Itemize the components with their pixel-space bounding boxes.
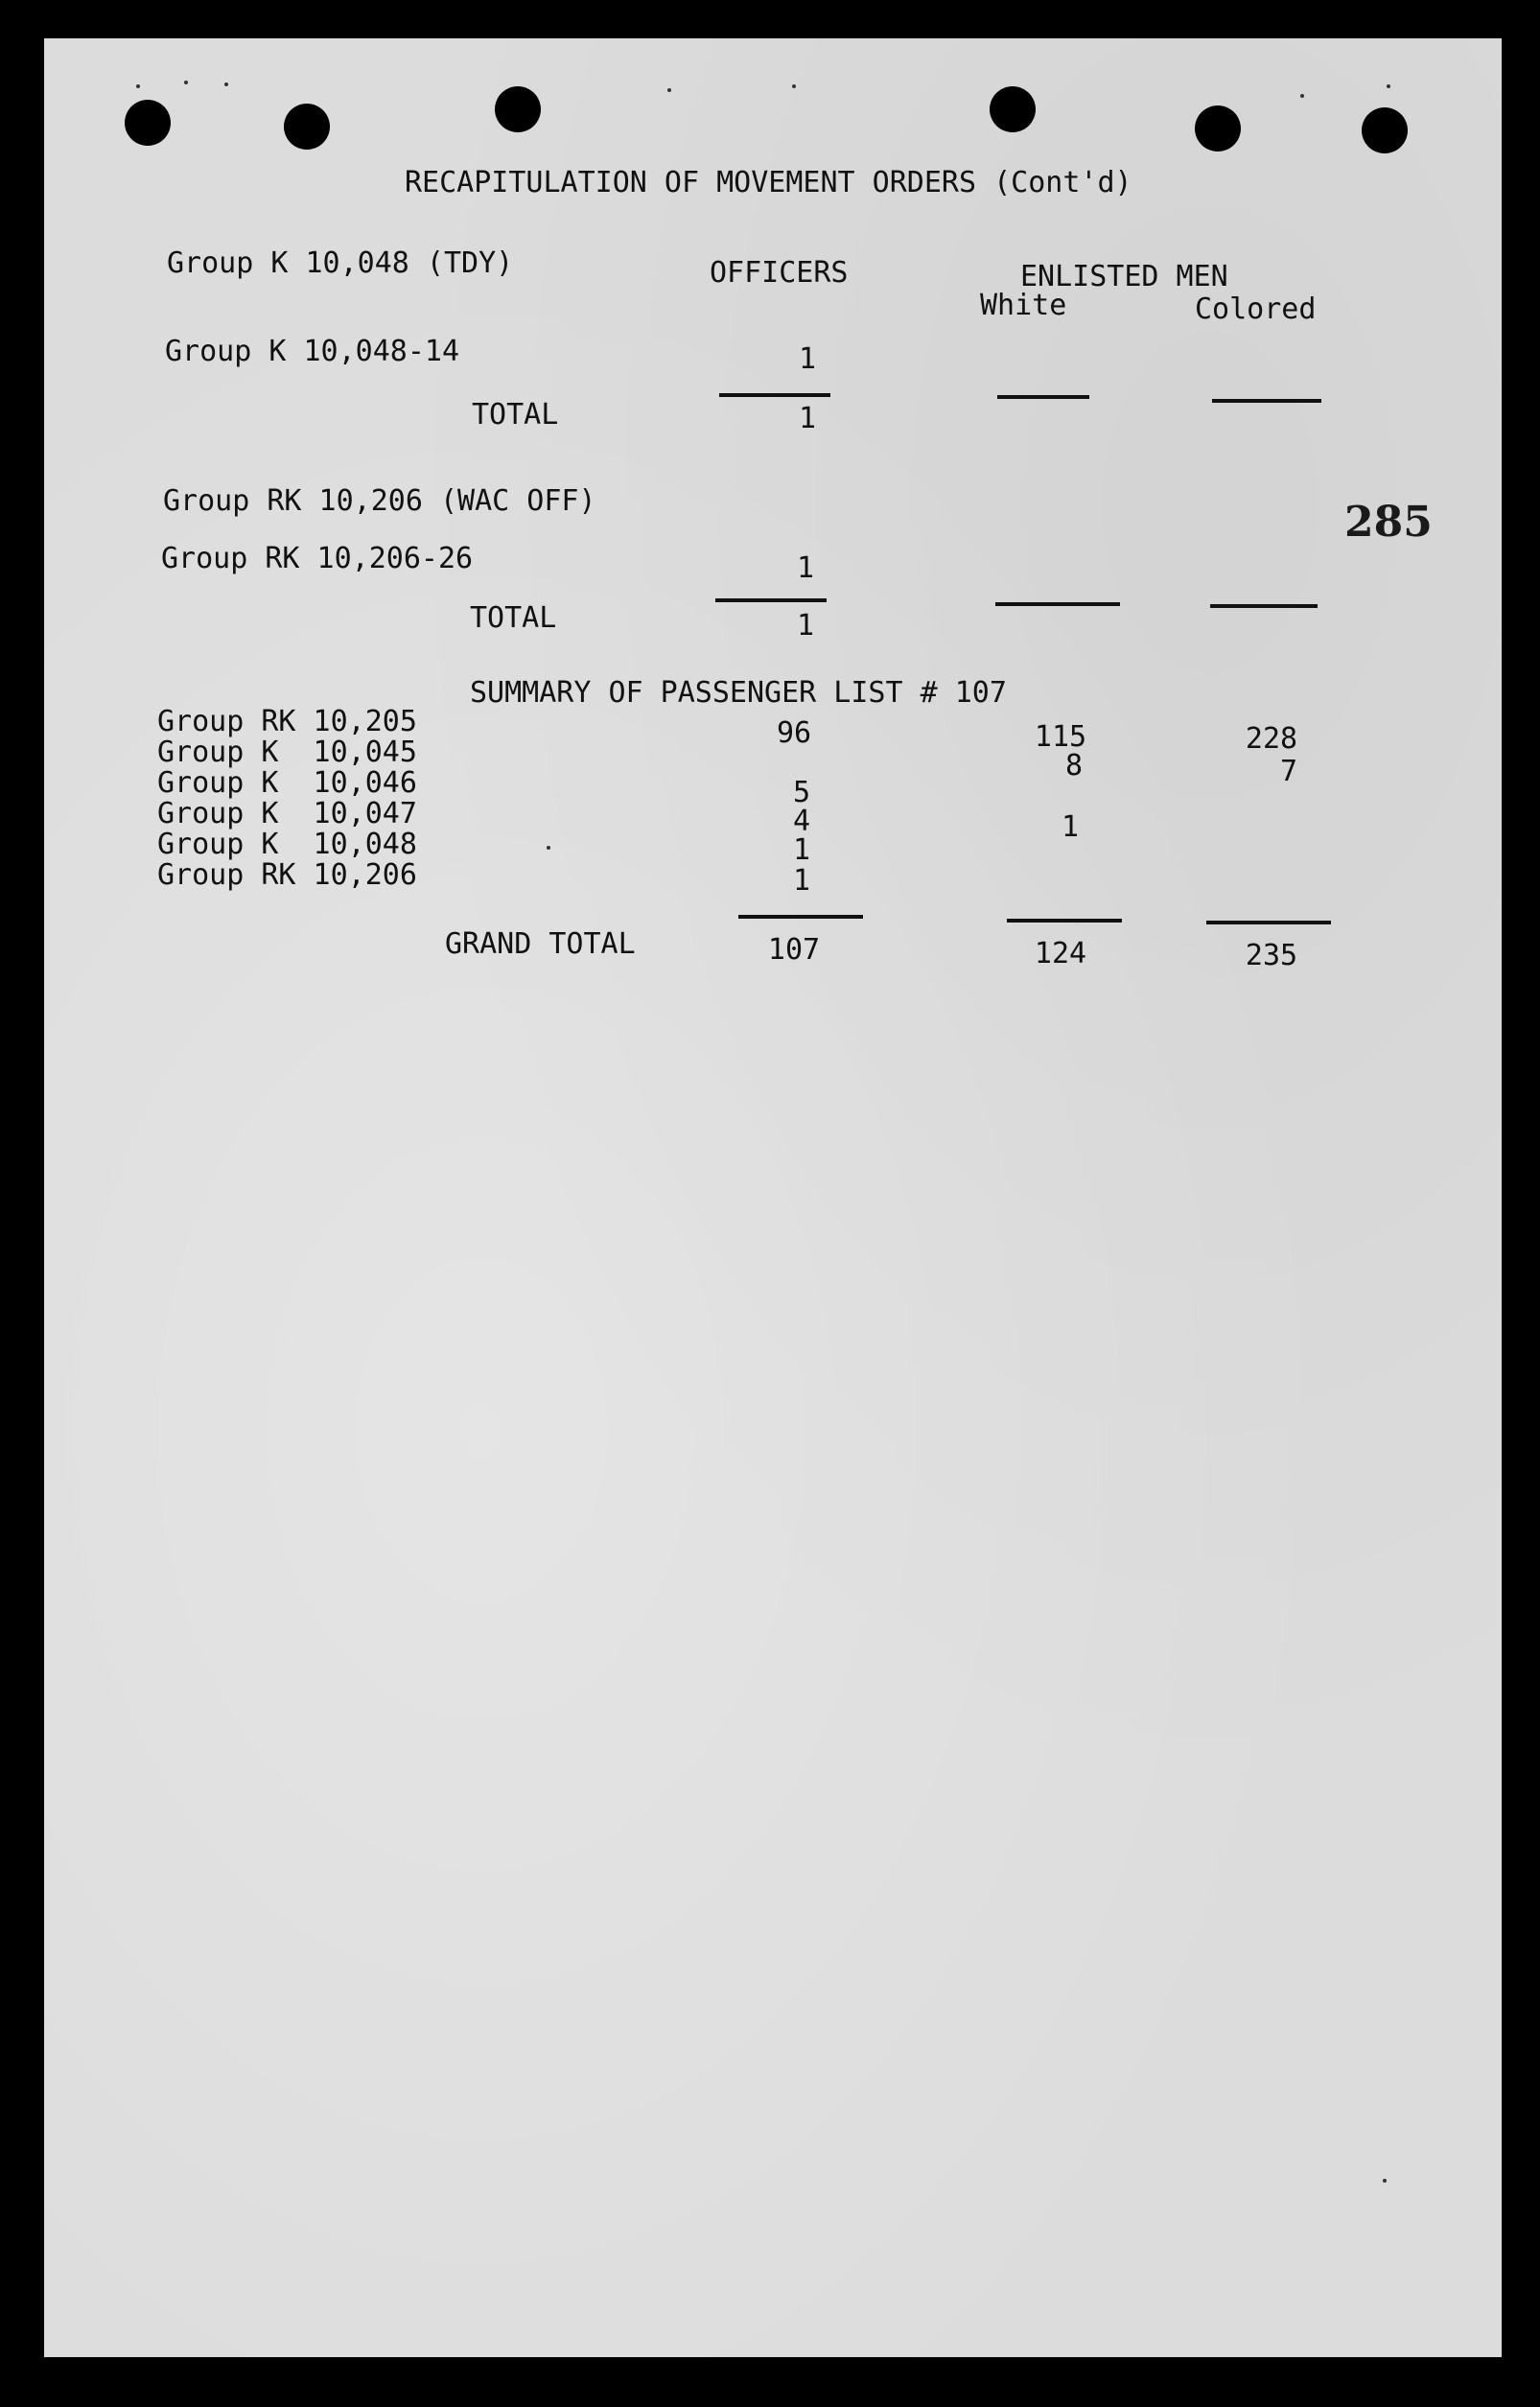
page-title: RECAPITULATION OF MOVEMENT ORDERS (Cont'd) — [405, 166, 1132, 199]
column-header-white: White — [980, 289, 1067, 322]
group-title: Group K 10,048 (TDY) — [167, 246, 514, 280]
row-label: Group K 10,047 — [157, 797, 417, 830]
total-rule — [715, 598, 827, 602]
grand-total-label: GRAND TOTAL — [445, 927, 636, 961]
column-header-colored: Colored — [1195, 292, 1317, 326]
binder-hole — [1195, 105, 1241, 152]
officers-value: 4 — [792, 805, 811, 838]
column-header-enlisted-men: ENLISTED MEN — [1020, 260, 1228, 293]
grand-total-colored: 235 — [1245, 939, 1298, 972]
document-page — [44, 38, 1502, 2357]
row-label: Group K 10,045 — [157, 736, 417, 769]
white-value: 1 — [1061, 810, 1080, 844]
paper-speck — [547, 846, 550, 850]
total-rule — [995, 602, 1120, 606]
group-title: Group RK 10,206 (WAC OFF) — [163, 484, 596, 518]
total-rule — [719, 393, 830, 397]
officers-total: 1 — [796, 609, 815, 643]
grand-total-white: 124 — [1034, 937, 1087, 970]
page-number: 285 — [1344, 498, 1433, 547]
paper-speck — [224, 82, 228, 86]
row-label: Group K 10,046 — [157, 766, 417, 800]
binder-hole — [125, 100, 171, 146]
row-label: Group RK 10,206 — [157, 858, 417, 892]
column-header-officers: OFFICERS — [710, 256, 849, 290]
grand-total-rule — [738, 915, 863, 919]
binder-hole — [495, 86, 541, 132]
row-label: Group RK 10,205 — [157, 705, 417, 738]
grand-total-rule — [1206, 921, 1331, 924]
officers-value: 1 — [792, 864, 811, 898]
officers-value: 1 — [798, 342, 817, 376]
white-value: 115 — [1034, 720, 1087, 754]
paper-speck — [1300, 94, 1304, 98]
total-label: TOTAL — [472, 398, 559, 432]
grand-total-rule — [1007, 919, 1122, 923]
binder-hole — [1362, 107, 1408, 153]
binder-hole — [284, 104, 330, 150]
binder-hole — [990, 86, 1036, 132]
paper-speck — [184, 81, 188, 84]
paper-speck — [136, 84, 140, 88]
grand-total-officers: 107 — [767, 933, 821, 967]
paper-speck — [792, 84, 796, 88]
paper-speck — [1387, 84, 1390, 88]
officers-value: 1 — [796, 551, 815, 585]
total-rule — [1212, 399, 1321, 403]
officers-value: 96 — [776, 716, 812, 750]
paper-speck — [667, 88, 671, 92]
group-row-label: Group K 10,048-14 — [165, 335, 460, 368]
colored-value: 7 — [1279, 755, 1298, 788]
total-rule — [997, 395, 1089, 399]
row-label: Group K 10,048 — [157, 828, 417, 861]
total-label: TOTAL — [470, 601, 557, 635]
summary-title: SUMMARY OF PASSENGER LIST # 107 — [470, 676, 1007, 710]
group-row-label: Group RK 10,206-26 — [161, 542, 474, 575]
white-value: 8 — [1064, 749, 1084, 783]
officers-value: 1 — [792, 833, 811, 867]
paper-speck — [1383, 2179, 1387, 2183]
total-rule — [1210, 604, 1318, 608]
officers-total: 1 — [798, 402, 817, 435]
colored-value: 228 — [1245, 722, 1298, 756]
officers-value: 5 — [792, 776, 811, 809]
